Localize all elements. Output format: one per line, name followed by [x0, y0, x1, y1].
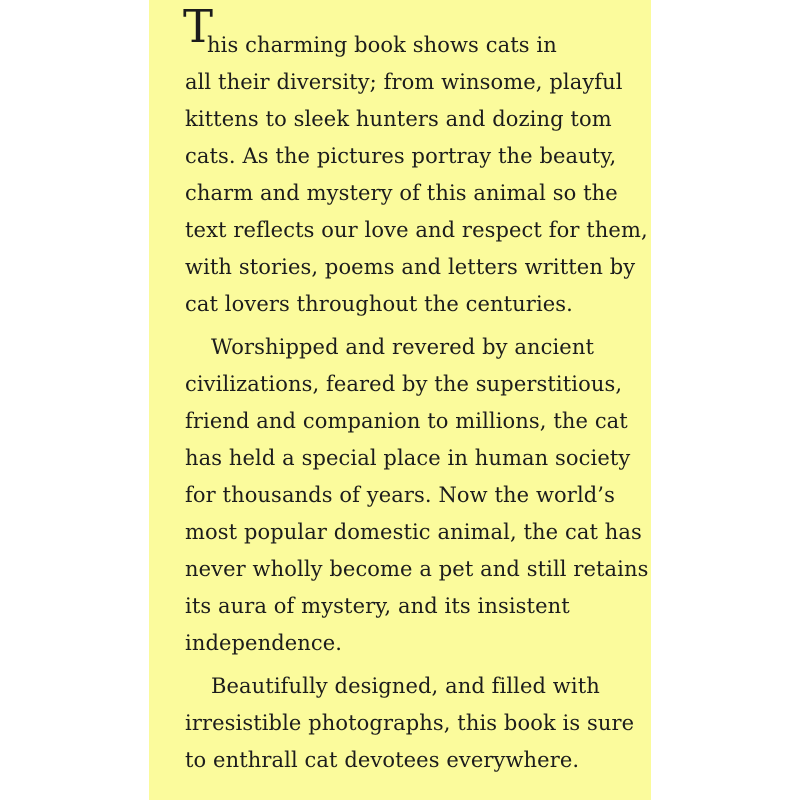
- paragraph-1-line-3: kittens to sleek hunters and dozing tom: [185, 107, 612, 131]
- paragraph-2-line-4: has held a special place in human society: [185, 446, 631, 470]
- book-jacket-panel: [149, 0, 651, 800]
- drop-cap: T: [183, 0, 214, 53]
- paragraph-2-line-1: Worshipped and revered by ancient: [211, 335, 594, 359]
- paragraph-2-line-9: independence.: [185, 631, 343, 655]
- paragraph-2-line-2: civilizations, feared by the superstitious,: [185, 372, 623, 396]
- paragraph-1-line-1: his charming book shows cats in: [207, 33, 557, 57]
- paragraph-2-line-7: never wholly become a pet and still retains: [185, 557, 649, 581]
- paragraph-2-line-3: friend and companion to millions, the cat: [185, 409, 628, 433]
- paragraph-2-line-6: most popular domestic animal, the cat has: [185, 520, 642, 544]
- paragraph-1-line-5: charm and mystery of this animal so the: [185, 181, 618, 205]
- paragraph-3-line-2: irresistible photographs, this book is sure: [185, 711, 635, 735]
- paragraph-1-line-2: all their diversity; from winsome, playful: [185, 70, 623, 94]
- paragraph-2-line-5: for thousands of years. Now the world’s: [185, 483, 615, 507]
- paragraph-3-line-3: to enthrall cat devotees everywhere.: [185, 748, 580, 772]
- paragraph-1-line-6: text reflects our love and respect for them,: [185, 218, 648, 242]
- paragraph-1-line-4: cats. As the pictures portray the beauty,: [185, 144, 617, 168]
- paragraph-3-line-1: Beautifully designed, and filled with: [211, 674, 600, 698]
- paragraph-1-line-8: cat lovers throughout the centuries.: [185, 292, 573, 316]
- paragraph-2-line-8: its aura of mystery, and its insistent: [185, 594, 570, 618]
- paragraph-1-line-7: with stories, poems and letters written by: [185, 255, 636, 279]
